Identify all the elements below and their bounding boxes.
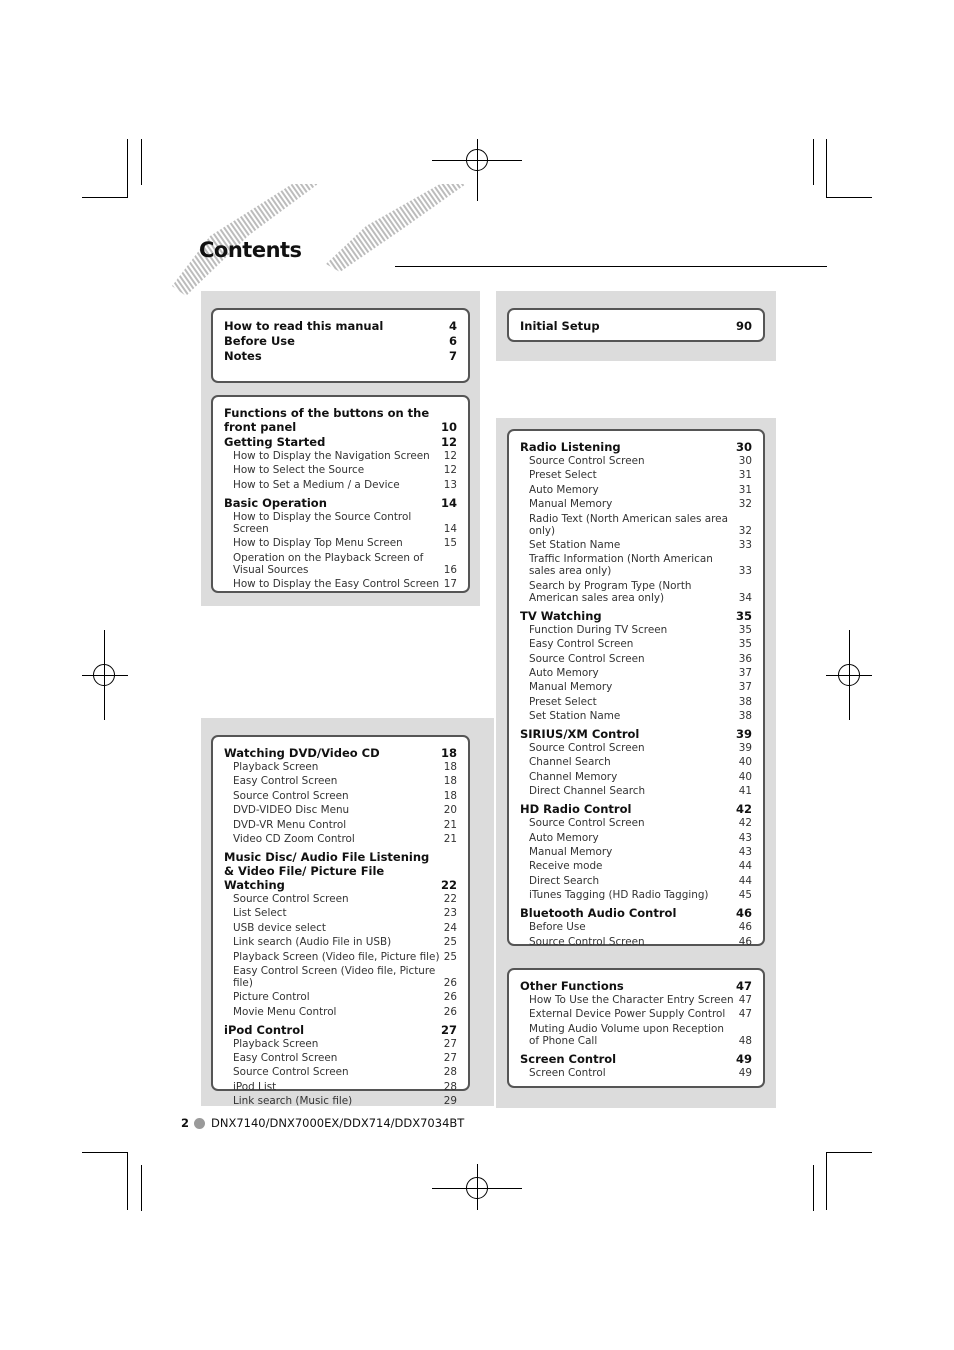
- entry-page: 21: [443, 832, 457, 845]
- section-title: SIRIUS/XM Control: [520, 727, 640, 742]
- entry-page: 41: [738, 785, 752, 798]
- toc-entry: [520, 469, 752, 481]
- entry-title: Auto Memory: [529, 483, 599, 496]
- toc-entry: [224, 1066, 457, 1078]
- toc-box-intro: [211, 308, 470, 383]
- section-title: Other Functions: [520, 979, 624, 993]
- entry-title: Channel Search: [529, 756, 611, 769]
- toc-entry: [224, 537, 457, 549]
- entry-title: Direct Search: [529, 874, 600, 887]
- toc-entry: [224, 1038, 457, 1050]
- section-page: 90: [735, 319, 752, 333]
- entry-title: Playback Screen: [233, 761, 319, 773]
- entry-title: Manual Memory: [529, 681, 613, 694]
- entry-page: 23: [443, 907, 457, 920]
- toc-entry: [224, 965, 457, 989]
- toc-entry: [520, 498, 752, 510]
- entry-title: Picture Control: [233, 991, 310, 1004]
- toc-entry: [224, 479, 457, 491]
- toc-entry: [520, 817, 752, 829]
- entry-title: iPod List: [233, 1080, 277, 1093]
- entry-page: 46: [738, 935, 752, 948]
- section-title: How to read this manual: [224, 319, 384, 333]
- toc-entry: [224, 991, 457, 1003]
- entry-title: Radio Text (North American sales area only): [529, 512, 728, 537]
- toc-entry: [224, 922, 457, 934]
- toc-entry: [520, 785, 752, 797]
- section-title: Functions of the buttons on the front panel: [224, 406, 430, 434]
- section-title: iPod Control: [224, 1022, 305, 1037]
- toc-section: [224, 850, 457, 892]
- entry-page: 46: [738, 921, 752, 934]
- entry-page: 36: [738, 652, 752, 665]
- toc-box-basics: [211, 395, 470, 593]
- entry-title: External Device Power Supply Control: [529, 1008, 726, 1021]
- toc-entry: [520, 484, 752, 496]
- section-title: Watching DVD/Video CD: [224, 746, 380, 760]
- entry-title: Source Control Screen: [529, 742, 645, 755]
- toc-section: [520, 727, 752, 741]
- entry-title: Function During TV Screen: [529, 623, 668, 636]
- section-page: 39: [735, 727, 752, 742]
- section-page: 18: [440, 746, 457, 760]
- entry-page: 14: [443, 522, 457, 535]
- toc-entry: [224, 1095, 457, 1107]
- toc-entry: [224, 775, 457, 787]
- section-page: 27: [440, 1022, 457, 1037]
- entry-page: 47: [738, 1008, 752, 1021]
- entry-page: 26: [443, 991, 457, 1004]
- entry-page: 37: [738, 666, 752, 679]
- entry-title: Source Control Screen: [529, 455, 645, 467]
- entry-page: 33: [738, 538, 752, 551]
- section-title: Notes: [224, 349, 262, 363]
- entry-title: Playback Screen (Video file, Picture file): [233, 950, 440, 963]
- toc-entry: [520, 832, 752, 844]
- entry-page: 42: [738, 817, 752, 830]
- entry-page: 28: [443, 1080, 457, 1093]
- toc-entry: [224, 936, 457, 948]
- section-page: 47: [735, 979, 752, 993]
- entry-title: Link search (Music file): [233, 1095, 353, 1108]
- toc-section: [224, 349, 457, 363]
- entry-title: DVD-VIDEO Disc Menu: [233, 804, 350, 817]
- entry-page: 24: [443, 921, 457, 934]
- toc-entry: [520, 771, 752, 783]
- toc-entry: [520, 1067, 752, 1079]
- toc-section: [520, 979, 752, 993]
- toc-entry: [520, 710, 752, 722]
- entry-title: Link search (Audio File in USB): [233, 936, 392, 949]
- entry-page: 18: [443, 761, 457, 773]
- toc-entry: [224, 1081, 457, 1093]
- toc-section: [224, 435, 457, 449]
- section-title: Bluetooth Audio Control: [520, 906, 677, 921]
- entry-page: 12: [443, 450, 457, 462]
- model-numbers: DNX7140/DNX7000EX/DDX714/DDX7034BT: [211, 1116, 465, 1130]
- toc-entry: [520, 846, 752, 858]
- toc-entry: [520, 580, 752, 604]
- toc-entry: [520, 875, 752, 887]
- toc-entry: [224, 552, 457, 576]
- entry-title: Source Control Screen: [529, 935, 645, 948]
- toc-entry: [224, 761, 457, 773]
- toc-entry: [224, 511, 457, 535]
- entry-page: 48: [738, 1034, 752, 1047]
- toc-entry: [520, 936, 752, 948]
- entry-title: Auto Memory: [529, 666, 599, 679]
- entry-title: List Select: [233, 907, 287, 920]
- entry-title: Set Station Name: [529, 710, 621, 723]
- section-page: 6: [448, 334, 457, 348]
- section-title: HD Radio Control: [520, 802, 632, 817]
- entry-page: 44: [738, 860, 752, 873]
- entry-page: 12: [443, 464, 457, 477]
- section-page: 10: [440, 420, 457, 434]
- section-page: 4: [448, 319, 457, 333]
- toc-entry: [520, 513, 752, 537]
- toc-box-media: [211, 735, 470, 1108]
- page-footer: [181, 1116, 464, 1130]
- section-page: 46: [735, 906, 752, 921]
- entry-page: 25: [443, 936, 457, 949]
- entry-page: 18: [443, 789, 457, 802]
- entry-title: How to Display the Easy Control Screen: [233, 577, 440, 590]
- toc-entry: [224, 804, 457, 816]
- entry-title: Source Control Screen: [529, 652, 645, 665]
- entry-page: 22: [443, 892, 457, 905]
- toc-entry: [520, 921, 752, 933]
- entry-page: 40: [738, 756, 752, 769]
- entry-title: USB device select: [233, 921, 326, 934]
- entry-title: Source Control Screen: [233, 1066, 349, 1079]
- toc-entry: [520, 742, 752, 754]
- section-title: Radio Listening: [520, 440, 621, 454]
- toc-entry: [520, 653, 752, 665]
- entry-title: Auto Memory: [529, 831, 599, 844]
- entry-title: Manual Memory: [529, 846, 613, 859]
- entry-title: Muting Audio Volume upon Reception of Phone Call: [529, 1022, 724, 1047]
- entry-page: 35: [738, 623, 752, 636]
- entry-page: 31: [738, 469, 752, 482]
- entry-page: 18: [443, 775, 457, 788]
- toc-section: [520, 609, 752, 623]
- section-title: Screen Control: [520, 1051, 617, 1066]
- entry-page: 38: [738, 710, 752, 723]
- toc-box-initial-setup: [507, 308, 765, 342]
- entry-title: Preset Select: [529, 469, 597, 482]
- entry-page: 40: [738, 770, 752, 783]
- entry-title: Manual Memory: [529, 498, 613, 511]
- toc-entry: [224, 1052, 457, 1064]
- toc-entry: [520, 667, 752, 679]
- entry-page: 20: [443, 804, 457, 817]
- toc-section: [520, 906, 752, 920]
- section-title: Basic Operation: [224, 495, 327, 510]
- toc-entry: [520, 1008, 752, 1020]
- entry-page: 27: [443, 1052, 457, 1065]
- toc-entry: [520, 756, 752, 768]
- section-title: Music Disc/ Audio File Listening & Video File/ Picture File Watching: [224, 849, 430, 892]
- entry-title: How To Use the Character Entry Screen: [529, 994, 734, 1006]
- entry-title: Channel Memory: [529, 770, 618, 783]
- toc-box-other: [507, 968, 765, 1088]
- entry-title: How to Display the Navigation Screen: [233, 450, 430, 462]
- entry-page: 21: [443, 818, 457, 831]
- toc-section: [224, 1023, 457, 1037]
- entry-page: 29: [443, 1095, 457, 1108]
- toc-entry: [520, 696, 752, 708]
- toc-entry: [224, 1006, 457, 1018]
- section-page: 49: [735, 1051, 752, 1066]
- entry-title: Receive mode: [529, 860, 603, 873]
- entry-page: 44: [738, 874, 752, 887]
- toc-entry: [520, 539, 752, 551]
- toc-section: [224, 746, 457, 760]
- toc-section: [224, 319, 457, 333]
- section-page: 12: [440, 435, 457, 449]
- bullet-dot-icon: [194, 1118, 205, 1129]
- entry-title: Operation on the Playback Screen of Visual Sources: [233, 551, 424, 576]
- entry-title: Movie Menu Control: [233, 1005, 337, 1018]
- entry-title: How to Display Top Menu Screen: [233, 537, 403, 550]
- entry-page: 35: [738, 638, 752, 651]
- entry-title: Source Control Screen: [529, 817, 645, 830]
- page-title: Contents: [199, 238, 302, 262]
- toc-section: [520, 440, 752, 454]
- toc-entry: [520, 994, 752, 1006]
- entry-page: 28: [443, 1066, 457, 1079]
- toc-section: [520, 319, 752, 333]
- entry-page: 39: [738, 742, 752, 755]
- entry-title: Search by Program Type (North American sales area only): [529, 579, 692, 604]
- entry-page: 47: [738, 994, 752, 1006]
- toc-section: [520, 1052, 752, 1066]
- toc-entry: [224, 893, 457, 905]
- entry-title: Source Control Screen: [233, 789, 349, 802]
- entry-page: 26: [443, 1005, 457, 1018]
- entry-page: 45: [738, 889, 752, 902]
- toc-section: [224, 496, 457, 510]
- entry-page: 30: [738, 455, 752, 467]
- section-title: Initial Setup: [520, 319, 600, 333]
- toc-entry: [520, 889, 752, 901]
- decorative-stripes: [0, 0, 954, 320]
- toc-section: [520, 802, 752, 816]
- entry-page: 43: [738, 831, 752, 844]
- entry-title: Easy Control Screen: [233, 1052, 338, 1065]
- entry-page: 37: [738, 681, 752, 694]
- entry-page: 26: [443, 976, 457, 989]
- entry-title: Easy Control Screen (Video file, Picture file): [233, 964, 436, 989]
- entry-page: 17: [443, 577, 457, 590]
- entry-title: Easy Control Screen: [233, 775, 338, 788]
- entry-title: Screen Control: [529, 1066, 606, 1079]
- entry-page: 15: [443, 537, 457, 550]
- toc-entry: [520, 638, 752, 650]
- entry-title: Direct Channel Search: [529, 785, 646, 798]
- entry-page: 34: [738, 591, 752, 604]
- title-rule: [395, 266, 827, 267]
- entry-page: 38: [738, 695, 752, 708]
- toc-entry: [224, 450, 457, 462]
- toc-entry: [224, 790, 457, 802]
- entry-title: How to Set a Medium / a Device: [233, 478, 400, 491]
- toc-entry: [520, 553, 752, 577]
- entry-title: Source Control Screen: [233, 892, 349, 905]
- section-title: Before Use: [224, 334, 295, 348]
- toc-entry: [224, 907, 457, 919]
- entry-title: Easy Control Screen: [529, 638, 634, 651]
- entry-title: Set Station Name: [529, 538, 621, 551]
- entry-page: 27: [443, 1037, 457, 1050]
- entry-title: Video CD Zoom Control: [233, 832, 355, 845]
- section-page: 7: [448, 349, 457, 363]
- toc-entry: [520, 624, 752, 636]
- toc-section: [224, 406, 457, 434]
- section-page: 30: [735, 440, 752, 454]
- entry-title: Traffic Information (North American sales area only): [529, 553, 713, 578]
- entry-title: DVD-VR Menu Control: [233, 818, 347, 831]
- section-title: TV Watching: [520, 608, 602, 623]
- section-page: 22: [440, 877, 457, 892]
- entry-title: How to Select the Source: [233, 464, 365, 477]
- entry-page: 16: [443, 563, 457, 576]
- page-number: 2: [181, 1116, 190, 1130]
- toc-entry: [520, 860, 752, 872]
- section-page: 42: [735, 802, 752, 817]
- toc-entry: [224, 578, 457, 590]
- toc-entry: [224, 819, 457, 831]
- entry-page: 32: [738, 498, 752, 511]
- entry-title: How to Display the Source Control Screen: [233, 510, 412, 535]
- toc-box-tuner: [507, 429, 765, 946]
- entry-page: 32: [738, 524, 752, 537]
- section-page: 14: [440, 495, 457, 510]
- entry-page: 43: [738, 846, 752, 859]
- entry-page: 49: [738, 1066, 752, 1079]
- toc-section: [224, 334, 457, 348]
- toc-entry: [520, 455, 752, 467]
- entry-title: Preset Select: [529, 695, 597, 708]
- toc-entry: [224, 951, 457, 963]
- entry-title: Playback Screen: [233, 1037, 319, 1050]
- toc-entry: [224, 464, 457, 476]
- section-title: Getting Started: [224, 435, 326, 449]
- entry-title: Before Use: [529, 921, 586, 934]
- entry-page: 31: [738, 483, 752, 496]
- entry-page: 13: [443, 478, 457, 491]
- entry-page: 33: [738, 565, 752, 578]
- toc-entry: [224, 833, 457, 845]
- section-page: 35: [735, 608, 752, 623]
- toc-entry: [520, 1023, 752, 1047]
- toc-entry: [520, 681, 752, 693]
- entry-page: 25: [443, 950, 457, 963]
- entry-title: iTunes Tagging (HD Radio Tagging): [529, 889, 709, 902]
